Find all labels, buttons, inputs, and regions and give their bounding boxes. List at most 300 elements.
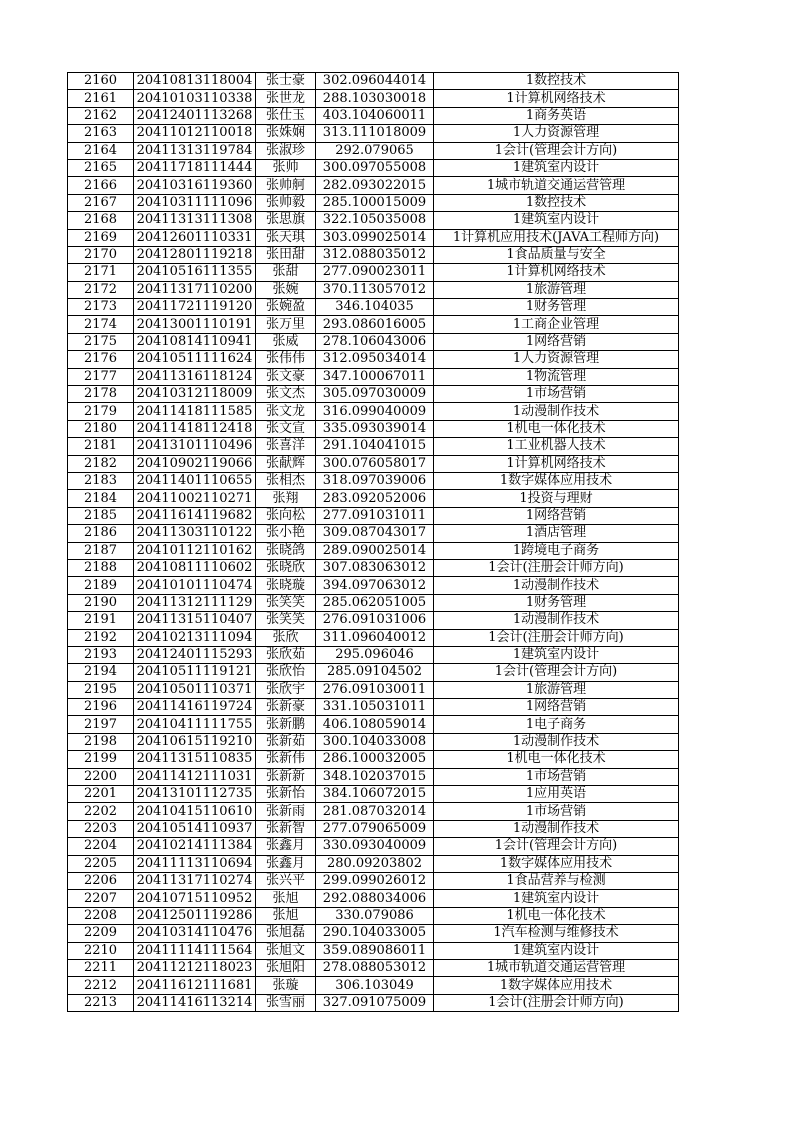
table-row xyxy=(68,246,679,263)
exam-id-cell: 20410811110602 xyxy=(134,559,256,576)
name-cell: 张文杰 xyxy=(256,386,316,403)
name-cell: 张帅 xyxy=(256,159,316,176)
score-cell: 300.076058017 xyxy=(316,455,434,472)
table-row xyxy=(68,838,679,855)
exam-id-cell: 20411312111129 xyxy=(134,594,256,611)
row-number-cell: 2180 xyxy=(68,420,134,437)
major-cell: 1机电一体化技术 xyxy=(434,907,679,924)
table-row xyxy=(68,229,679,246)
major-cell: 1计算机网络技术 xyxy=(434,264,679,281)
name-cell: 张献辉 xyxy=(256,455,316,472)
row-number-cell: 2198 xyxy=(68,733,134,750)
row-number-cell: 2200 xyxy=(68,768,134,785)
table-row xyxy=(68,786,679,803)
table-body xyxy=(68,73,679,1012)
exam-id-cell: 20410214111384 xyxy=(134,838,256,855)
score-cell: 280.09203802 xyxy=(316,855,434,872)
row-number-cell: 2174 xyxy=(68,316,134,333)
table-row xyxy=(68,751,679,768)
major-cell: 1会计(管理会计方向) xyxy=(434,838,679,855)
major-cell: 1会计(注册会计师方向) xyxy=(434,994,679,1011)
table-row xyxy=(68,368,679,385)
table-row xyxy=(68,977,679,994)
major-cell: 1动漫制作技术 xyxy=(434,733,679,750)
major-cell: 1市场营销 xyxy=(434,768,679,785)
score-cell: 312.095034014 xyxy=(316,351,434,368)
score-cell: 277.079065009 xyxy=(316,820,434,837)
table-row xyxy=(68,733,679,750)
major-cell: 1数字媒体应用技术 xyxy=(434,472,679,489)
major-cell: 1机电一体化技术 xyxy=(434,751,679,768)
score-cell: 285.062051005 xyxy=(316,594,434,611)
row-number-cell: 2191 xyxy=(68,612,134,629)
table-row xyxy=(68,803,679,820)
exam-id-cell: 20410511111624 xyxy=(134,351,256,368)
table-row xyxy=(68,768,679,785)
score-cell: 348.102037015 xyxy=(316,768,434,785)
table-row xyxy=(68,403,679,420)
major-cell: 1动漫制作技术 xyxy=(434,403,679,420)
major-cell: 1会计(管理会计方向) xyxy=(434,664,679,681)
score-cell: 406.108059014 xyxy=(316,716,434,733)
score-cell: 346.104035 xyxy=(316,299,434,316)
row-number-cell: 2171 xyxy=(68,264,134,281)
score-cell: 281.087032014 xyxy=(316,803,434,820)
major-cell: 1财务管理 xyxy=(434,299,679,316)
row-number-cell: 2209 xyxy=(68,925,134,942)
major-cell: 1网络营销 xyxy=(434,507,679,524)
score-cell: 327.091075009 xyxy=(316,994,434,1011)
major-cell: 1应用英语 xyxy=(434,786,679,803)
name-cell: 张姝娴 xyxy=(256,125,316,142)
exam-id-cell: 20410511119121 xyxy=(134,664,256,681)
exam-id-cell: 20411303110122 xyxy=(134,525,256,542)
exam-id-cell: 20410103110338 xyxy=(134,90,256,107)
exam-id-cell: 20411313111308 xyxy=(134,212,256,229)
row-number-cell: 2188 xyxy=(68,559,134,576)
score-cell: 370.113057012 xyxy=(316,281,434,298)
major-cell: 1城市轨道交通运营管理 xyxy=(434,959,679,976)
major-cell: 1商务英语 xyxy=(434,107,679,124)
major-cell: 1投资与理财 xyxy=(434,490,679,507)
score-cell: 276.091031006 xyxy=(316,612,434,629)
name-cell: 张笑笑 xyxy=(256,594,316,611)
table-row xyxy=(68,942,679,959)
exam-id-cell: 20410101110474 xyxy=(134,577,256,594)
score-cell: 302.096044014 xyxy=(316,73,434,90)
row-number-cell: 2167 xyxy=(68,194,134,211)
row-number-cell: 2183 xyxy=(68,472,134,489)
score-cell: 290.104033005 xyxy=(316,925,434,942)
exam-id-cell: 20411416113214 xyxy=(134,994,256,1011)
major-cell: 1会计(注册会计师方向) xyxy=(434,559,679,576)
score-cell: 288.103030018 xyxy=(316,90,434,107)
name-cell: 张文豪 xyxy=(256,368,316,385)
table-row xyxy=(68,872,679,889)
score-cell: 286.100032005 xyxy=(316,751,434,768)
major-cell: 1数控技术 xyxy=(434,73,679,90)
exam-id-cell: 20410516111355 xyxy=(134,264,256,281)
name-cell: 张仕玉 xyxy=(256,107,316,124)
major-cell: 1市场营销 xyxy=(434,386,679,403)
major-cell: 1工业机器人技术 xyxy=(434,438,679,455)
table-row xyxy=(68,542,679,559)
major-cell: 1电子商务 xyxy=(434,716,679,733)
score-cell: 311.096040012 xyxy=(316,629,434,646)
score-cell: 318.097039006 xyxy=(316,472,434,489)
exam-id-cell: 20410813118004 xyxy=(134,73,256,90)
table-row xyxy=(68,890,679,907)
table-row xyxy=(68,472,679,489)
score-cell: 289.090025014 xyxy=(316,542,434,559)
major-cell: 1建筑室内设计 xyxy=(434,942,679,959)
name-cell: 张翔 xyxy=(256,490,316,507)
exam-id-cell: 20411721119120 xyxy=(134,299,256,316)
name-cell: 张新智 xyxy=(256,820,316,837)
exam-id-cell: 20412401115293 xyxy=(134,646,256,663)
row-number-cell: 2184 xyxy=(68,490,134,507)
exam-id-cell: 20411718111444 xyxy=(134,159,256,176)
table-row xyxy=(68,820,679,837)
row-number-cell: 2178 xyxy=(68,386,134,403)
major-cell: 1网络营销 xyxy=(434,333,679,350)
row-number-cell: 2185 xyxy=(68,507,134,524)
name-cell: 张欣宇 xyxy=(256,681,316,698)
table-row xyxy=(68,125,679,142)
exam-id-cell: 20410501110371 xyxy=(134,681,256,698)
name-cell: 张晓鸽 xyxy=(256,542,316,559)
score-cell: 300.097055008 xyxy=(316,159,434,176)
score-cell: 291.104041015 xyxy=(316,438,434,455)
name-cell: 张喜洋 xyxy=(256,438,316,455)
row-number-cell: 2196 xyxy=(68,699,134,716)
row-number-cell: 2210 xyxy=(68,942,134,959)
major-cell: 1计算机应用技术(JAVA工程师方向) xyxy=(434,229,679,246)
major-cell: 1建筑室内设计 xyxy=(434,890,679,907)
major-cell: 1物流管理 xyxy=(434,368,679,385)
major-cell: 1会计(注册会计师方向) xyxy=(434,629,679,646)
name-cell: 张天琪 xyxy=(256,229,316,246)
row-number-cell: 2189 xyxy=(68,577,134,594)
row-number-cell: 2199 xyxy=(68,751,134,768)
row-number-cell: 2203 xyxy=(68,820,134,837)
score-cell: 293.086016005 xyxy=(316,316,434,333)
exam-id-cell: 20412801119218 xyxy=(134,246,256,263)
row-number-cell: 2205 xyxy=(68,855,134,872)
major-cell: 1动漫制作技术 xyxy=(434,612,679,629)
exam-id-cell: 20410314110476 xyxy=(134,925,256,942)
name-cell: 张新伟 xyxy=(256,751,316,768)
table-row xyxy=(68,855,679,872)
score-cell: 347.100067011 xyxy=(316,368,434,385)
name-cell: 张甜 xyxy=(256,264,316,281)
table-row xyxy=(68,646,679,663)
score-cell: 330.079086 xyxy=(316,907,434,924)
major-cell: 1市场营销 xyxy=(434,803,679,820)
row-number-cell: 2163 xyxy=(68,125,134,142)
score-cell: 303.099025014 xyxy=(316,229,434,246)
exam-id-cell: 20410316119360 xyxy=(134,177,256,194)
major-cell: 1食品营养与检测 xyxy=(434,872,679,889)
exam-id-cell: 20410715110952 xyxy=(134,890,256,907)
row-number-cell: 2170 xyxy=(68,246,134,263)
name-cell: 张文宣 xyxy=(256,420,316,437)
name-cell: 张新怡 xyxy=(256,786,316,803)
name-cell: 张帅舸 xyxy=(256,177,316,194)
table-row xyxy=(68,699,679,716)
exam-id-cell: 20412501119286 xyxy=(134,907,256,924)
table-row xyxy=(68,90,679,107)
name-cell: 张小艳 xyxy=(256,525,316,542)
exam-id-cell: 20411315110407 xyxy=(134,612,256,629)
row-number-cell: 2212 xyxy=(68,977,134,994)
score-cell: 292.088034006 xyxy=(316,890,434,907)
major-cell: 1动漫制作技术 xyxy=(434,577,679,594)
major-cell: 1计算机网络技术 xyxy=(434,90,679,107)
table-row xyxy=(68,177,679,194)
row-number-cell: 2206 xyxy=(68,872,134,889)
name-cell: 张威 xyxy=(256,333,316,350)
name-cell: 张鑫月 xyxy=(256,855,316,872)
score-cell: 285.100015009 xyxy=(316,194,434,211)
exam-id-cell: 20410415110610 xyxy=(134,803,256,820)
score-cell: 282.093022015 xyxy=(316,177,434,194)
exam-id-cell: 20411317110200 xyxy=(134,281,256,298)
row-number-cell: 2186 xyxy=(68,525,134,542)
name-cell: 张晓璇 xyxy=(256,577,316,594)
name-cell: 张旭阳 xyxy=(256,959,316,976)
name-cell: 张旭文 xyxy=(256,942,316,959)
major-cell: 1旅游管理 xyxy=(434,281,679,298)
score-cell: 394.097063012 xyxy=(316,577,434,594)
exam-id-cell: 20411401110655 xyxy=(134,472,256,489)
major-cell: 1网络营销 xyxy=(434,699,679,716)
score-cell: 403.104060011 xyxy=(316,107,434,124)
exam-id-cell: 20411316118124 xyxy=(134,368,256,385)
name-cell: 张新鹏 xyxy=(256,716,316,733)
table-row xyxy=(68,925,679,942)
exam-id-cell: 20411313119784 xyxy=(134,142,256,159)
major-cell: 1旅游管理 xyxy=(434,681,679,698)
row-number-cell: 2201 xyxy=(68,786,134,803)
major-cell: 1计算机网络技术 xyxy=(434,455,679,472)
table-row xyxy=(68,490,679,507)
name-cell: 张欣 xyxy=(256,629,316,646)
row-number-cell: 2208 xyxy=(68,907,134,924)
score-cell: 305.097030009 xyxy=(316,386,434,403)
exam-id-cell: 20411317110274 xyxy=(134,872,256,889)
row-number-cell: 2162 xyxy=(68,107,134,124)
exam-id-cell: 20410411111755 xyxy=(134,716,256,733)
exam-id-cell: 20411612111681 xyxy=(134,977,256,994)
table-row xyxy=(68,577,679,594)
row-number-cell: 2165 xyxy=(68,159,134,176)
name-cell: 张旭 xyxy=(256,907,316,924)
exam-id-cell: 20413101110496 xyxy=(134,438,256,455)
data-table xyxy=(67,72,679,1012)
name-cell: 张向松 xyxy=(256,507,316,524)
row-number-cell: 2202 xyxy=(68,803,134,820)
exam-id-cell: 20411012110018 xyxy=(134,125,256,142)
row-number-cell: 2161 xyxy=(68,90,134,107)
exam-id-cell: 20410112110162 xyxy=(134,542,256,559)
row-number-cell: 2187 xyxy=(68,542,134,559)
name-cell: 张婉盈 xyxy=(256,299,316,316)
row-number-cell: 2166 xyxy=(68,177,134,194)
major-cell: 1建筑室内设计 xyxy=(434,646,679,663)
table-row xyxy=(68,664,679,681)
name-cell: 张兴平 xyxy=(256,872,316,889)
name-cell: 张新茹 xyxy=(256,733,316,750)
name-cell: 张鑫月 xyxy=(256,838,316,855)
score-cell: 283.092052006 xyxy=(316,490,434,507)
major-cell: 1建筑室内设计 xyxy=(434,212,679,229)
table-row xyxy=(68,107,679,124)
score-cell: 331.105031011 xyxy=(316,699,434,716)
exam-id-cell: 20410312118009 xyxy=(134,386,256,403)
score-cell: 299.099026012 xyxy=(316,872,434,889)
name-cell: 张淑珍 xyxy=(256,142,316,159)
row-number-cell: 2182 xyxy=(68,455,134,472)
score-cell: 278.088053012 xyxy=(316,959,434,976)
major-cell: 1动漫制作技术 xyxy=(434,820,679,837)
row-number-cell: 2164 xyxy=(68,142,134,159)
table-row xyxy=(68,281,679,298)
name-cell: 张相杰 xyxy=(256,472,316,489)
table-row xyxy=(68,159,679,176)
row-number-cell: 2211 xyxy=(68,959,134,976)
row-number-cell: 2173 xyxy=(68,299,134,316)
score-cell: 330.093040009 xyxy=(316,838,434,855)
row-number-cell: 2168 xyxy=(68,212,134,229)
exam-id-cell: 20411412111031 xyxy=(134,768,256,785)
name-cell: 张晓欣 xyxy=(256,559,316,576)
exam-id-cell: 20411315110835 xyxy=(134,751,256,768)
table-row xyxy=(68,594,679,611)
exam-id-cell: 20411113110694 xyxy=(134,855,256,872)
score-cell: 307.083063012 xyxy=(316,559,434,576)
score-cell: 384.106072015 xyxy=(316,786,434,803)
major-cell: 1城市轨道交通运营管理 xyxy=(434,177,679,194)
row-number-cell: 2160 xyxy=(68,73,134,90)
row-number-cell: 2197 xyxy=(68,716,134,733)
major-cell: 1数字媒体应用技术 xyxy=(434,855,679,872)
name-cell: 张雪丽 xyxy=(256,994,316,1011)
table-row xyxy=(68,142,679,159)
exam-id-cell: 20413001110191 xyxy=(134,316,256,333)
row-number-cell: 2193 xyxy=(68,646,134,663)
major-cell: 1食品质量与安全 xyxy=(434,246,679,263)
name-cell: 张伟伟 xyxy=(256,351,316,368)
major-cell: 1数字媒体应用技术 xyxy=(434,977,679,994)
exam-id-cell: 20411416119724 xyxy=(134,699,256,716)
name-cell: 张璇 xyxy=(256,977,316,994)
table-row xyxy=(68,507,679,524)
table-row xyxy=(68,525,679,542)
row-number-cell: 2176 xyxy=(68,351,134,368)
row-number-cell: 2169 xyxy=(68,229,134,246)
row-number-cell: 2194 xyxy=(68,664,134,681)
exam-id-cell: 20410514110937 xyxy=(134,820,256,837)
table-row xyxy=(68,716,679,733)
name-cell: 张新豪 xyxy=(256,699,316,716)
score-cell: 295.096046 xyxy=(316,646,434,663)
name-cell: 张文龙 xyxy=(256,403,316,420)
exam-id-cell: 20410814110941 xyxy=(134,333,256,350)
row-number-cell: 2192 xyxy=(68,629,134,646)
table-row xyxy=(68,907,679,924)
major-cell: 1汽车检测与维修技术 xyxy=(434,925,679,942)
exam-id-cell: 20410615119210 xyxy=(134,733,256,750)
score-cell: 335.093039014 xyxy=(316,420,434,437)
name-cell: 张士豪 xyxy=(256,73,316,90)
exam-id-cell: 20411114111564 xyxy=(134,942,256,959)
row-number-cell: 2190 xyxy=(68,594,134,611)
score-cell: 276.091030011 xyxy=(316,681,434,698)
table-row xyxy=(68,73,679,90)
table-row xyxy=(68,212,679,229)
exam-id-cell: 20410213111094 xyxy=(134,629,256,646)
table-row xyxy=(68,994,679,1011)
score-cell: 359.089086011 xyxy=(316,942,434,959)
score-cell: 277.090023011 xyxy=(316,264,434,281)
score-cell: 322.105035008 xyxy=(316,212,434,229)
exam-id-cell: 20411002110271 xyxy=(134,490,256,507)
row-number-cell: 2207 xyxy=(68,890,134,907)
exam-id-cell: 20413101112735 xyxy=(134,786,256,803)
table-row xyxy=(68,559,679,576)
table-row xyxy=(68,959,679,976)
exam-id-cell: 20410311111096 xyxy=(134,194,256,211)
major-cell: 1机电一体化技术 xyxy=(434,420,679,437)
row-number-cell: 2175 xyxy=(68,333,134,350)
table-row xyxy=(68,629,679,646)
row-number-cell: 2177 xyxy=(68,368,134,385)
score-cell: 309.087043017 xyxy=(316,525,434,542)
table-row xyxy=(68,455,679,472)
score-cell: 313.111018009 xyxy=(316,125,434,142)
name-cell: 张旭磊 xyxy=(256,925,316,942)
table-row xyxy=(68,316,679,333)
exam-id-cell: 20411418112418 xyxy=(134,420,256,437)
major-cell: 1酒店管理 xyxy=(434,525,679,542)
exam-id-cell: 20412601110331 xyxy=(134,229,256,246)
name-cell: 张世龙 xyxy=(256,90,316,107)
name-cell: 张婉 xyxy=(256,281,316,298)
score-cell: 285.09104502 xyxy=(316,664,434,681)
table-row xyxy=(68,681,679,698)
major-cell: 1工商企业管理 xyxy=(434,316,679,333)
row-number-cell: 2195 xyxy=(68,681,134,698)
major-cell: 1人力资源管理 xyxy=(434,125,679,142)
name-cell: 张欣怡 xyxy=(256,664,316,681)
name-cell: 张欣茹 xyxy=(256,646,316,663)
row-number-cell: 2172 xyxy=(68,281,134,298)
name-cell: 张思旗 xyxy=(256,212,316,229)
major-cell: 1财务管理 xyxy=(434,594,679,611)
table-row xyxy=(68,194,679,211)
score-cell: 277.091031011 xyxy=(316,507,434,524)
name-cell: 张旭 xyxy=(256,890,316,907)
name-cell: 张新雨 xyxy=(256,803,316,820)
major-cell: 1建筑室内设计 xyxy=(434,159,679,176)
name-cell: 张笑笑 xyxy=(256,612,316,629)
major-cell: 1跨境电子商务 xyxy=(434,542,679,559)
major-cell: 1会计(管理会计方向) xyxy=(434,142,679,159)
table-row xyxy=(68,351,679,368)
name-cell: 张帅毅 xyxy=(256,194,316,211)
exam-id-cell: 20412401113268 xyxy=(134,107,256,124)
